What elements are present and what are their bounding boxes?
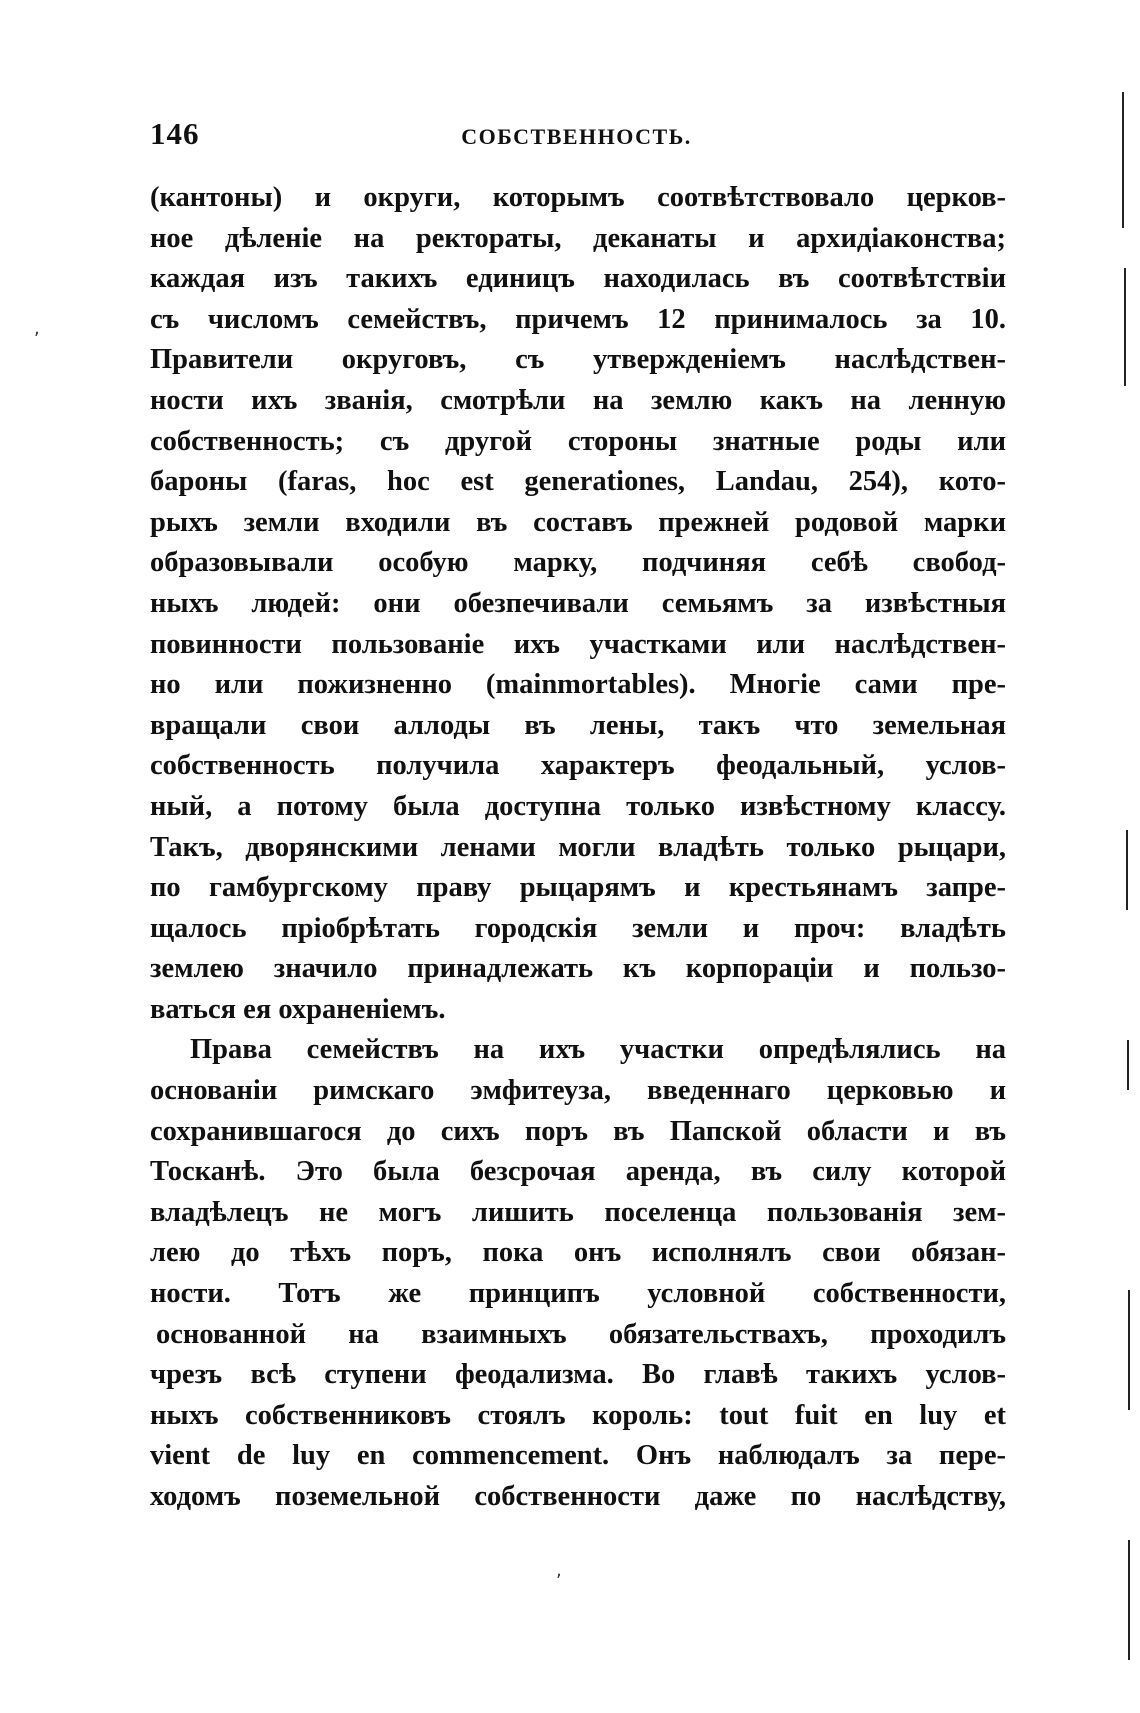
gutter-line <box>1128 1290 1130 1410</box>
text-line: чрезъ всѣ ступени феодализма. Во главѣ такихъ услов- <box>150 1359 1006 1391</box>
text-line: лею до тѣхъ поръ, пока онъ исполнялъ свои обязан- <box>150 1237 1006 1269</box>
text-line: по гамбургскому праву рыцарямъ и крестьянамъ запре- <box>150 872 1006 904</box>
text-line: образовывали особую марку, подчиняя себѣ свобод- <box>150 547 1006 579</box>
text-line: Тосканѣ. Это была безсрочая аренда, въ силу которой <box>150 1156 1006 1188</box>
text-line: ныхъ людей: они обезпечивали семьямъ за извѣстныя <box>150 587 1006 619</box>
text-line: но или пожизненно (mainmortables). Многіе сами пре- <box>150 669 1006 701</box>
scan-speck: , <box>34 318 40 339</box>
running-title: СОБСТВЕННОСТЬ. <box>461 124 692 149</box>
text-line: каждая изъ такихъ единицъ находилась въ соотвѣтствіи <box>150 263 1006 295</box>
gutter-line <box>1128 1540 1130 1660</box>
text-line: основанной на взаимныхъ обязательствахъ, проходилъ <box>156 1318 1006 1350</box>
body-text <box>150 178 1006 1518</box>
paragraph-2 <box>150 1030 1006 1517</box>
text-line: повинности пользованіе ихъ участками или наслѣдствен- <box>150 628 1006 660</box>
text-line: бароны (faras, hoc est generationes, Landau, 254), кото- <box>150 466 1006 498</box>
text-line: щалось пріобрѣтать городскія земли и проч: владѣть <box>150 912 1006 944</box>
text-line: vient de luy en commencement. Онъ наблюдалъ за пере- <box>150 1440 1006 1472</box>
text-line: ныхъ собственниковъ стоялъ король: tout fuit en luy et <box>150 1399 1006 1431</box>
gutter-line <box>1122 92 1124 228</box>
text-line: Права семействъ на ихъ участки опредѣлялись на <box>190 1034 1006 1066</box>
text-line: ный, а потому была доступна только извѣстному классу. <box>150 790 1006 822</box>
text-line: основаніи римскаго эмфитеуза, введеннаго церковью и <box>150 1075 1006 1107</box>
page-number: 146 <box>150 116 200 151</box>
text-line: (кантоны) и округи, которымъ соотвѣтствовало церков- <box>150 182 1006 213</box>
text-line: собственность; съ другой стороны знатные роды или <box>150 425 1006 457</box>
text-line: съ числомъ семействъ, причемъ 12 принималось за 10. <box>150 303 1006 335</box>
gutter-line <box>1126 830 1128 910</box>
text-line: ное дѣленіе на ректораты, деканаты и архидіаконства; <box>150 222 1006 254</box>
gutter-line <box>1124 268 1126 386</box>
text-line: ности. Тотъ же принципъ условной собственности, <box>150 1278 1006 1310</box>
page-header <box>150 116 1003 160</box>
paragraph-1 <box>150 178 1006 1030</box>
scan-speck: , <box>556 1560 562 1581</box>
text-line: владѣлецъ не могъ лишить поселенца пользованія зем- <box>150 1196 1006 1228</box>
text-line: землею значило принадлежать къ корпораціи и пользо- <box>150 953 1006 985</box>
text-line: ходомъ поземельной собственности даже по наслѣдству, <box>150 1481 1006 1512</box>
text-line: сохранившагося до сихъ поръ въ Папской области и въ <box>150 1115 1006 1147</box>
text-line: ваться ея охраненіемъ. <box>150 993 446 1025</box>
text-line: вращали свои аллоды въ лены, такъ что земельная <box>150 709 1006 741</box>
text-line: рыхъ земли входили въ составъ прежней родовой марки <box>150 506 1006 538</box>
text-line: ности ихъ званія, смотрѣли на землю какъ на ленную <box>150 384 1006 416</box>
gutter-line <box>1127 1040 1129 1090</box>
text-line: Правители округовъ, съ утвержденіемъ наслѣдствен- <box>150 344 1006 376</box>
text-line: Такъ, дворянскими ленами могли владѣть только рыцари, <box>150 831 1006 863</box>
text-line: собственность получила характеръ феодальный, услов- <box>150 750 1006 782</box>
